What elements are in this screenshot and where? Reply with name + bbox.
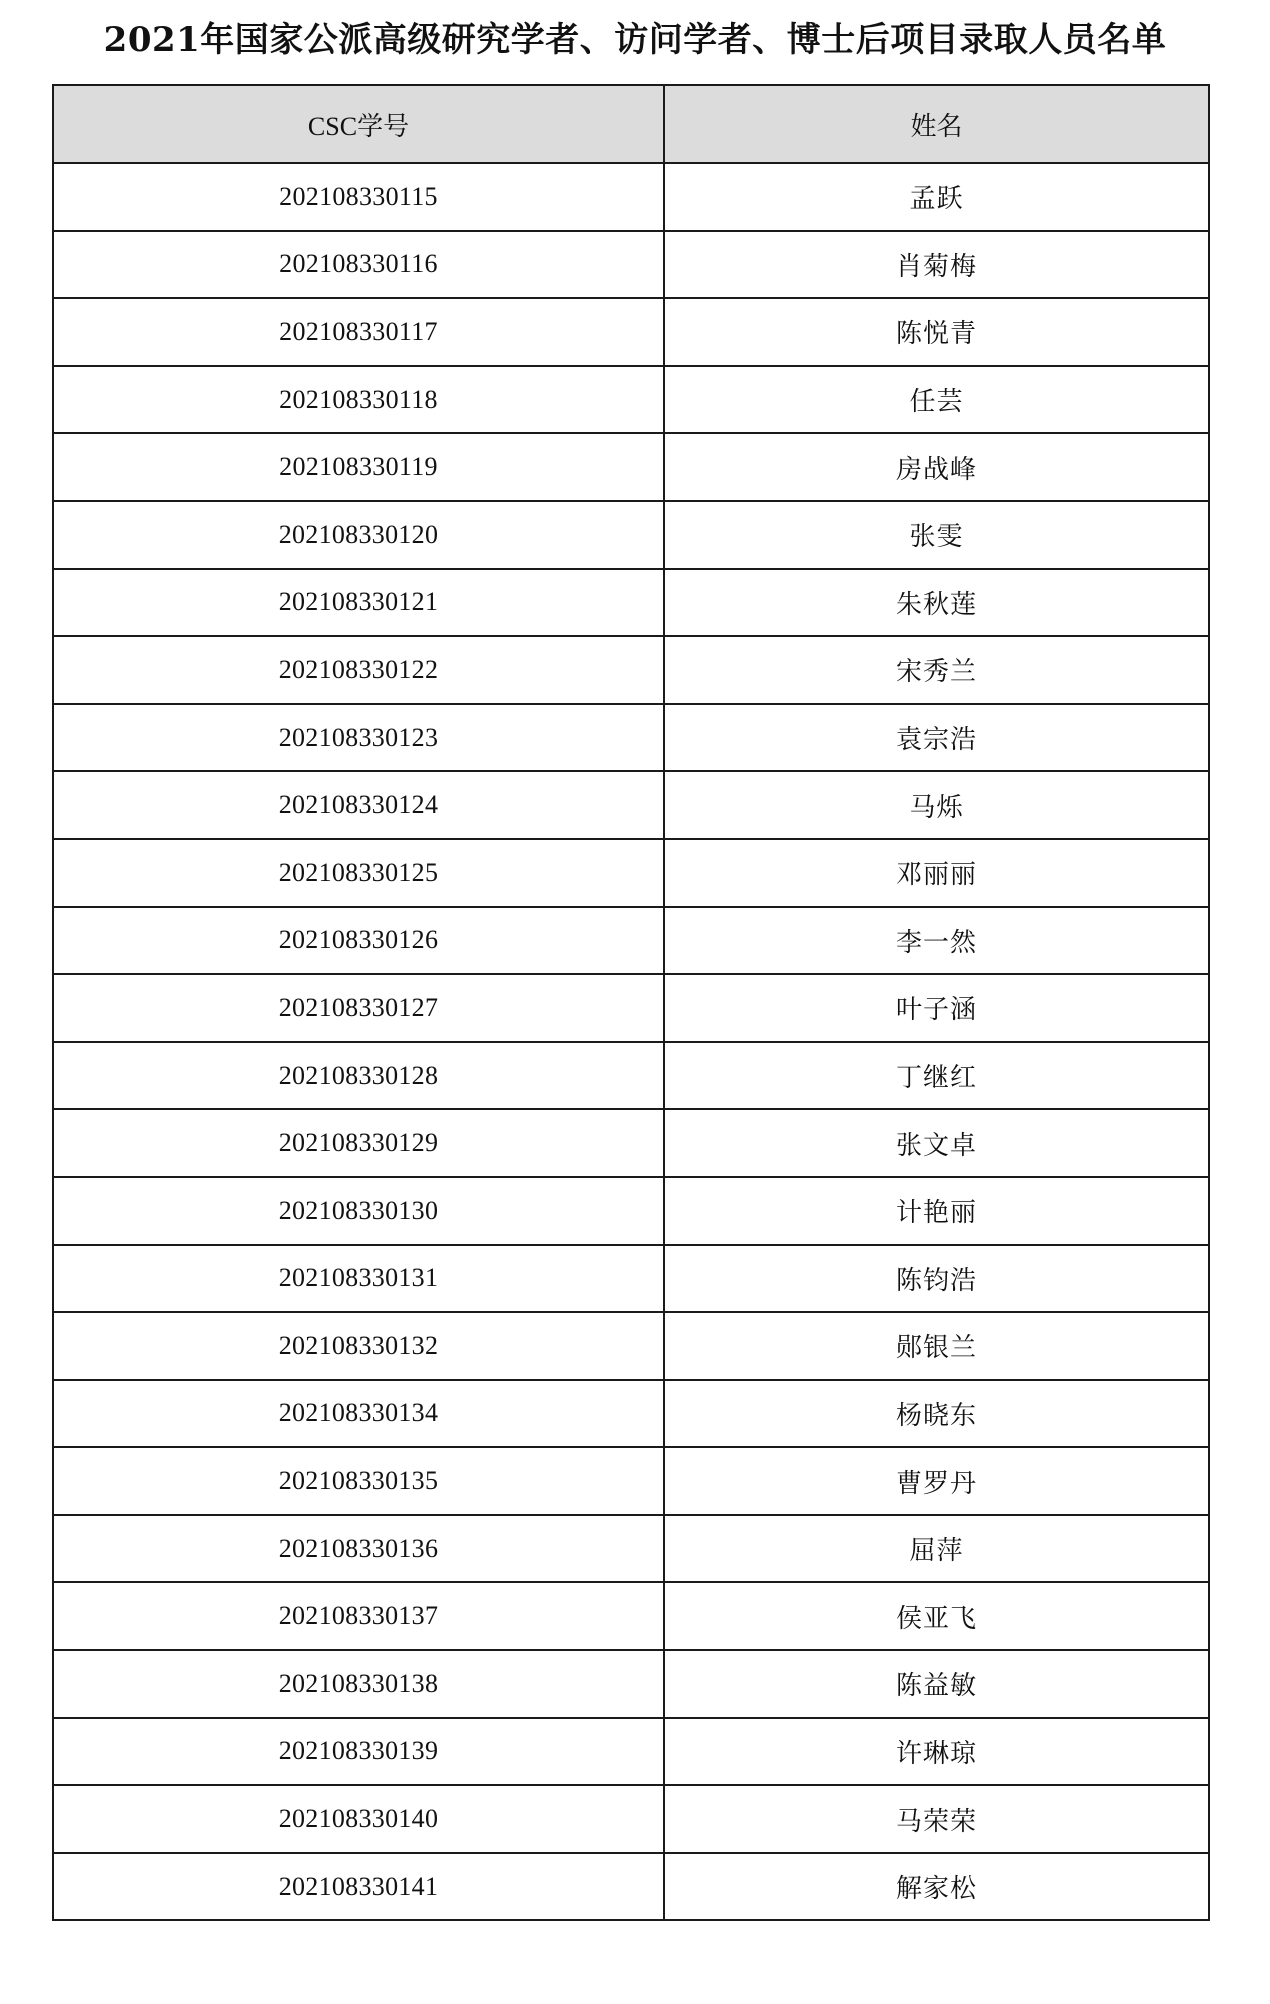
table-row: [53, 771, 1209, 839]
name-cell: 任芸: [664, 366, 1209, 434]
name-cell: 张雯: [664, 501, 1209, 569]
csc-id-cell: 202108330115: [53, 163, 664, 231]
table-row: [53, 1177, 1209, 1245]
name-cell: 袁宗浩: [664, 704, 1209, 772]
csc-id-cell: 202108330124: [53, 771, 664, 839]
name-cell: 叶子涵: [664, 974, 1209, 1042]
table-row: [53, 839, 1209, 907]
name-cell: 邓丽丽: [664, 839, 1209, 907]
csc-id-cell: 202108330125: [53, 839, 664, 907]
name-cell: 计艳丽: [664, 1177, 1209, 1245]
csc-id-cell: 202108330127: [53, 974, 664, 1042]
csc-id-cell: 202108330137: [53, 1582, 664, 1650]
table-row: [53, 1785, 1209, 1853]
csc-id-cell: 202108330140: [53, 1785, 664, 1853]
table-row: [53, 1042, 1209, 1110]
csc-id-cell: 202108330139: [53, 1718, 664, 1786]
table-row: [53, 636, 1209, 704]
csc-id-cell: 202108330138: [53, 1650, 664, 1718]
csc-id-cell: 202108330128: [53, 1042, 664, 1110]
table-row: [53, 1515, 1209, 1583]
table-row: [53, 1312, 1209, 1380]
csc-id-cell: 202108330118: [53, 366, 664, 434]
table-row: [53, 704, 1209, 772]
name-cell: 马烁: [664, 771, 1209, 839]
name-cell: 李一然: [664, 907, 1209, 975]
name-cell: 许琳琼: [664, 1718, 1209, 1786]
table-row: [53, 1853, 1209, 1921]
name-cell: 张文卓: [664, 1109, 1209, 1177]
csc-id-cell: 202108330120: [53, 501, 664, 569]
table-row: [53, 569, 1209, 637]
table-row: [53, 1245, 1209, 1313]
name-cell: 杨晓东: [664, 1380, 1209, 1448]
name-cell: 朱秋莲: [664, 569, 1209, 637]
csc-id-cell: 202108330134: [53, 1380, 664, 1448]
table-row: [53, 1718, 1209, 1786]
csc-id-cell: 202108330121: [53, 569, 664, 637]
csc-id-cell: 202108330132: [53, 1312, 664, 1380]
table-row: [53, 1109, 1209, 1177]
column-header-name: 姓名: [664, 85, 1209, 163]
table-row: [53, 231, 1209, 299]
csc-id-cell: 202108330129: [53, 1109, 664, 1177]
name-cell: 肖菊梅: [664, 231, 1209, 299]
name-cell: 解家松: [664, 1853, 1209, 1921]
table-row: [53, 907, 1209, 975]
column-header-csc-id: CSC学号: [53, 85, 664, 163]
csc-id-cell: 202108330130: [53, 1177, 664, 1245]
csc-id-cell: 202108330136: [53, 1515, 664, 1583]
csc-id-cell: 202108330141: [53, 1853, 664, 1921]
name-cell: 宋秀兰: [664, 636, 1209, 704]
table-row: [53, 1582, 1209, 1650]
table-row: [53, 366, 1209, 434]
name-cell: 曹罗丹: [664, 1447, 1209, 1515]
name-cell: 陈钧浩: [664, 1245, 1209, 1313]
name-cell: 陈益敏: [664, 1650, 1209, 1718]
csc-id-cell: 202108330126: [53, 907, 664, 975]
table-header-row: [53, 85, 1209, 163]
page-title: 2021年国家公派高级研究学者、访问学者、博士后项目录取人员名单: [103, 20, 1167, 60]
table-row: [53, 1447, 1209, 1515]
name-cell: 屈萍: [664, 1515, 1209, 1583]
name-cell: 侯亚飞: [664, 1582, 1209, 1650]
csc-id-cell: 202108330135: [53, 1447, 664, 1515]
csc-id-cell: 202108330116: [53, 231, 664, 299]
name-cell: 郧银兰: [664, 1312, 1209, 1380]
table-row: [53, 974, 1209, 1042]
name-cell: 陈悦青: [664, 298, 1209, 366]
name-cell: 马荣荣: [664, 1785, 1209, 1853]
csc-id-cell: 202108330123: [53, 704, 664, 772]
csc-id-cell: 202108330119: [53, 433, 664, 501]
table-row: [53, 298, 1209, 366]
admission-list-table: [52, 84, 1210, 1921]
table-row: [53, 1650, 1209, 1718]
table-row: [53, 433, 1209, 501]
name-cell: 丁继红: [664, 1042, 1209, 1110]
table-row: [53, 1380, 1209, 1448]
name-cell: 孟跃: [664, 163, 1209, 231]
csc-id-cell: 202108330122: [53, 636, 664, 704]
csc-id-cell: 202108330117: [53, 298, 664, 366]
name-cell: 房战峰: [664, 433, 1209, 501]
table-row: [53, 501, 1209, 569]
table-row: [53, 163, 1209, 231]
csc-id-cell: 202108330131: [53, 1245, 664, 1313]
